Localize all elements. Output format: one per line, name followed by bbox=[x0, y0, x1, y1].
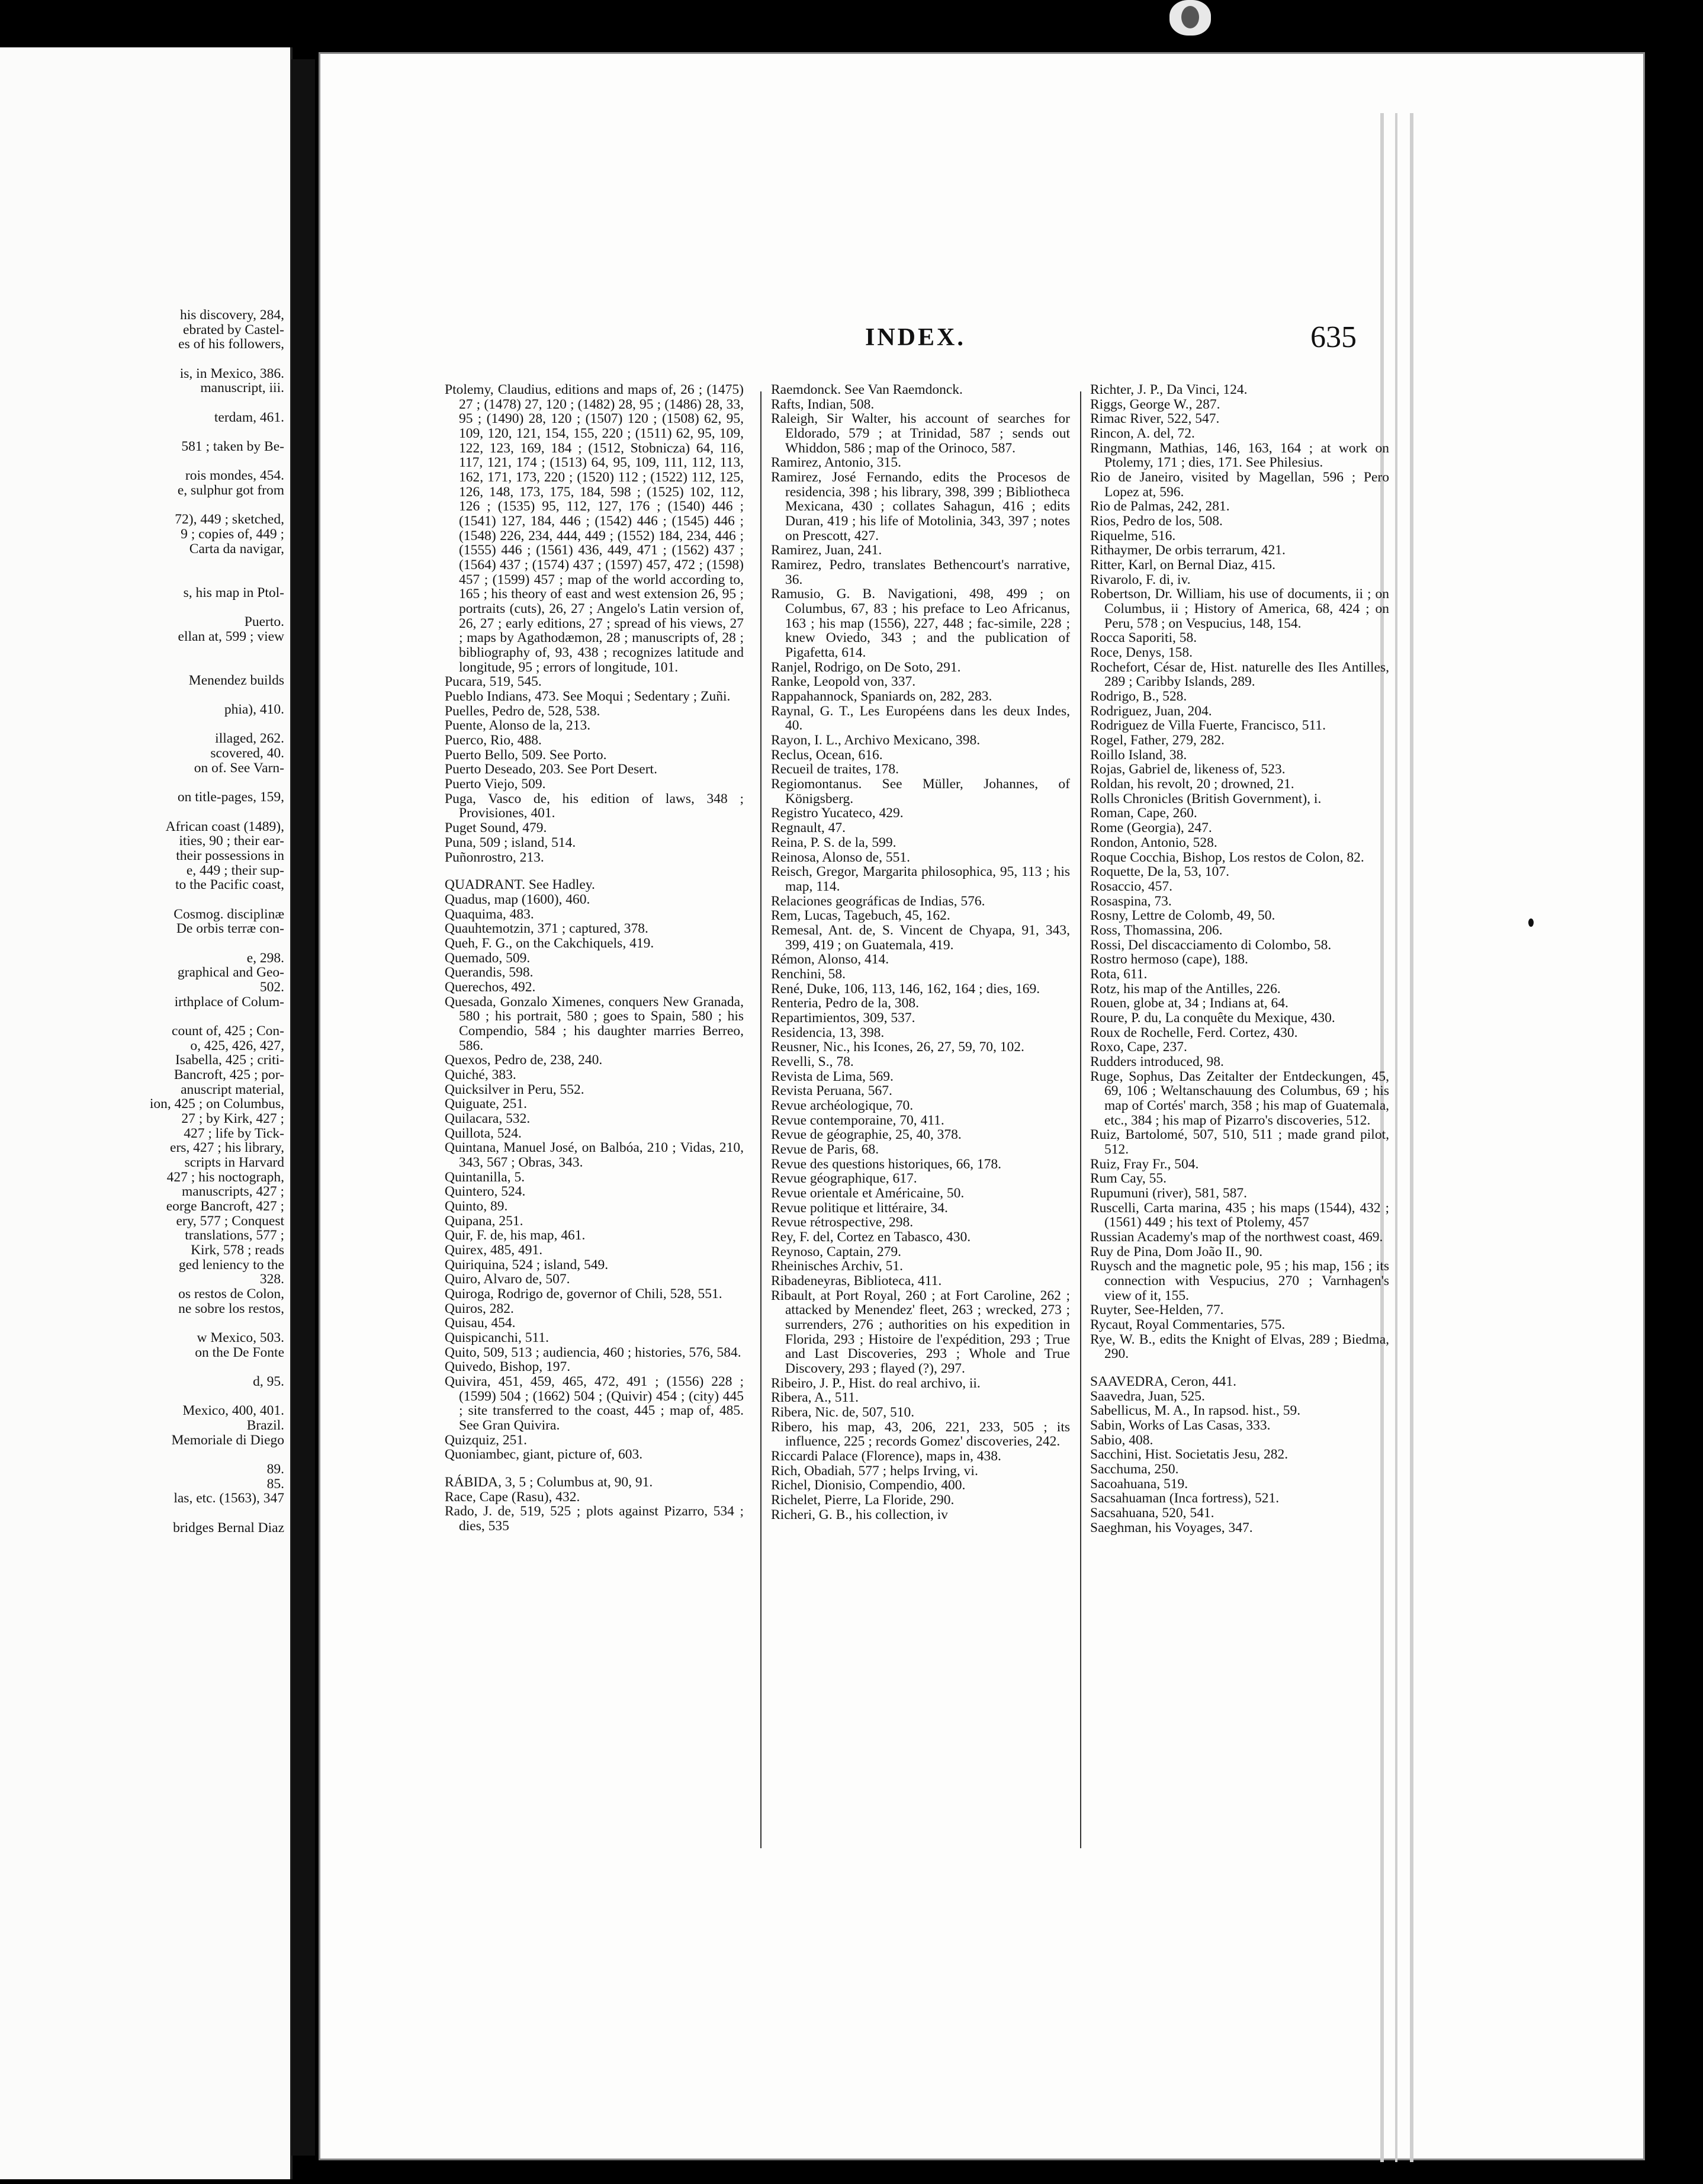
index-entry: Quicksilver in Peru, 552. bbox=[445, 1081, 584, 1097]
index-entry: Rostro hermoso (cape), 188. bbox=[1090, 952, 1248, 968]
index-entry: Revue archéologique, 70. bbox=[771, 1097, 914, 1113]
left-page-line: irthplace of Colum- bbox=[174, 994, 284, 1010]
book-gutter bbox=[291, 59, 315, 2156]
left-page-line: Carta da navigar, bbox=[189, 541, 284, 557]
index-entry: Rios, Pedro de los, 508. bbox=[1090, 513, 1223, 529]
index-entry: Revue orientale et Américaine, 50. bbox=[771, 1185, 965, 1201]
left-page-line: ellan at, 599 ; view bbox=[178, 628, 284, 644]
left-page-line: Brazil. bbox=[246, 1418, 284, 1434]
index-entry: Reisch, Gregor, Margarita philosophica, 95, 113 ; his map, 114. bbox=[771, 864, 1070, 894]
left-page-line bbox=[0, 776, 284, 791]
left-page-line: Memoriale di Diego bbox=[171, 1432, 284, 1448]
ink-blot bbox=[1528, 918, 1534, 927]
index-entry: Rogel, Father, 279, 282. bbox=[1090, 733, 1225, 749]
index-entry: Querechos, 492. bbox=[445, 979, 536, 995]
index-entry: Quadus, map (1600), 460. bbox=[445, 891, 590, 907]
left-page-line: o, 425, 426, 427, bbox=[190, 1038, 284, 1054]
index-entry: Rum Cay, 55. bbox=[1090, 1171, 1167, 1187]
index-entry: Puerco, Rio, 488. bbox=[445, 733, 542, 749]
index-entry: Remesal, Ant. de, S. Vincent de Chyapa, 91, 343, 399, 419 ; on Guatemala, 419. bbox=[771, 922, 1070, 953]
index-entry: Rio de Palmas, 242, 281. bbox=[1090, 499, 1230, 515]
index-entry: Pueblo Indians, 473. See Moqui ; Sedentary ; Zuñi. bbox=[445, 689, 731, 705]
index-entry: Sacoahuana, 519. bbox=[1090, 1476, 1188, 1492]
index-entry: Quisau, 454. bbox=[445, 1315, 516, 1331]
index-column-1 bbox=[445, 383, 744, 1534]
index-entry: Revue géographique, 617. bbox=[771, 1171, 917, 1187]
index-entry: Quaquima, 483. bbox=[445, 906, 534, 922]
index-entry: Reinosa, Alonso de, 551. bbox=[771, 849, 910, 865]
index-entry: Saavedra, Juan, 525. bbox=[1090, 1388, 1205, 1404]
left-page-line bbox=[0, 454, 284, 469]
index-entry: Richeri, G. B., his collection, iv bbox=[771, 1507, 948, 1523]
left-page-line: scripts in Harvard bbox=[184, 1154, 284, 1170]
index-entry: Rémon, Alonso, 414. bbox=[771, 952, 889, 968]
index-entry: Quiriquina, 524 ; island, 549. bbox=[445, 1257, 609, 1273]
left-page-line: graphical and Geo- bbox=[177, 965, 284, 981]
index-entry: Rosaspina, 73. bbox=[1090, 893, 1172, 909]
left-page-line: rois mondes, 454. bbox=[185, 468, 284, 484]
index-column-3 bbox=[1090, 383, 1389, 1535]
index-entry: Puñonrostro, 213. bbox=[445, 849, 544, 865]
index-entry: Quauhtemotzin, 371 ; captured, 378. bbox=[445, 921, 648, 937]
left-page-line bbox=[0, 717, 284, 732]
index-entry: Puget Sound, 479. bbox=[445, 820, 547, 836]
index-entry: Relaciones geográficas de Indias, 576. bbox=[771, 893, 985, 909]
index-entry: Richter, J. P., Da Vinci, 124. bbox=[1090, 382, 1248, 397]
index-entry: Ruscelli, Carta marina, 435 ; his maps (1544), 432 ; (1561) 449 ; his text of Ptolemy, 457 bbox=[1090, 1200, 1389, 1231]
index-entry: Pucara, 519, 545. bbox=[445, 674, 542, 690]
left-page-line bbox=[0, 644, 284, 659]
index-entry: Sacsahuaman (Inca fortress), 521. bbox=[1090, 1491, 1280, 1507]
index-entry: Queh, F. G., on the Cakchiquels, 419. bbox=[445, 935, 654, 951]
index-entry: Puga, Vasco de, his edition of laws, 348 ; Provisiones, 401. bbox=[445, 791, 744, 821]
index-entry: Ramirez, Juan, 241. bbox=[771, 542, 882, 558]
index-entry: Ruy de Pina, Dom João II., 90. bbox=[1090, 1244, 1263, 1260]
index-entry: Saeghman, his Voyages, 347. bbox=[1090, 1520, 1253, 1536]
left-page-line: anuscript material, bbox=[181, 1081, 284, 1097]
left-page-line: Bancroft, 425 ; por- bbox=[173, 1067, 284, 1083]
index-column-2 bbox=[771, 383, 1070, 1522]
index-entry: Roxo, Cape, 237. bbox=[1090, 1039, 1187, 1055]
left-page-line: bridges Bernal Diaz bbox=[173, 1520, 284, 1536]
left-page-line: scovered, 40. bbox=[210, 746, 284, 762]
index-entry: Rondon, Antonio, 528. bbox=[1090, 834, 1217, 850]
index-entry: Rodriguez, Juan, 204. bbox=[1090, 703, 1212, 719]
index-entry: Ranke, Leopold von, 337. bbox=[771, 674, 916, 690]
left-page-line bbox=[0, 1389, 284, 1404]
left-page-line bbox=[0, 600, 284, 615]
left-page-line: manuscript, iii. bbox=[200, 380, 284, 396]
index-entry: Rossi, Del discacciamento di Colombo, 58. bbox=[1090, 937, 1332, 953]
index-entry: Rem, Lucas, Tagebuch, 45, 162. bbox=[771, 908, 950, 924]
index-entry: Rich, Obadiah, 577 ; helps Irving, vi. bbox=[771, 1463, 978, 1479]
index-entry: Puelles, Pedro de, 528, 538. bbox=[445, 703, 600, 719]
index-entry: Quillota, 524. bbox=[445, 1125, 522, 1141]
left-page-line: phia), 410. bbox=[224, 702, 284, 718]
left-page-line bbox=[0, 498, 284, 513]
index-entry: Quizquiz, 251. bbox=[445, 1432, 528, 1448]
left-page-line bbox=[0, 1360, 284, 1374]
left-page-line bbox=[0, 556, 284, 571]
index-entry: Ribera, A., 511. bbox=[771, 1390, 859, 1406]
index-entry: Ritter, Karl, on Bernal Diaz, 415. bbox=[1090, 557, 1275, 573]
left-page-line: s, his map in Ptol- bbox=[183, 584, 284, 600]
left-page-line: os restos de Colon, bbox=[178, 1286, 284, 1302]
index-entry: Rithaymer, De orbis terrarum, 421. bbox=[1090, 542, 1286, 558]
index-entry: Ruiz, Fray Fr., 504. bbox=[1090, 1156, 1199, 1172]
left-page-line: w Mexico, 503. bbox=[197, 1330, 284, 1346]
index-entry: Quiroga, Rodrigo de, governor of Chili, 528, 551. bbox=[445, 1286, 722, 1302]
index-entry: Ramusio, G. B. Navigationi, 498, 499 ; on Columbus, 67, 83 ; his preface to Leo Africanus, 163 ; his map (1556), 227, 448 ; fac-simile, 228 ; knew Oviedo, 343 ; and the publication of Pigafetta, 614. bbox=[771, 586, 1070, 661]
index-entry: Quiché, 383. bbox=[445, 1067, 516, 1083]
index-entry: Rivarolo, F. di, iv. bbox=[1090, 571, 1191, 587]
index-entry: Residencia, 13, 398. bbox=[771, 1024, 885, 1040]
left-page-line: Mexico, 400, 401. bbox=[182, 1403, 284, 1419]
index-entry: Rochefort, César de, Hist. naturelle des Iles Antilles, 289 ; Caribby Islands, 289. bbox=[1090, 659, 1389, 690]
index-entry: Rheinisches Archiv, 51. bbox=[771, 1258, 903, 1274]
left-page-line: ery, 577 ; Conquest bbox=[176, 1213, 284, 1229]
left-page-line: 581 ; taken by Be- bbox=[181, 439, 284, 455]
index-entry: Rotz, his map of the Antilles, 226. bbox=[1090, 981, 1281, 997]
left-page-line: African coast (1489), bbox=[165, 818, 284, 834]
index-entry: Ross, Thomassina, 206. bbox=[1090, 922, 1223, 938]
index-entry: Roce, Denys, 158. bbox=[1090, 645, 1193, 661]
column-rule bbox=[1080, 391, 1081, 1848]
left-page-line: manuscripts, 427 ; bbox=[182, 1184, 284, 1200]
index-entry: Quiros, 282. bbox=[445, 1300, 514, 1316]
left-page-line: on of. See Varn- bbox=[194, 760, 284, 776]
index-entry: Ranjel, Rodrigo, on De Soto, 291. bbox=[771, 659, 961, 675]
index-entry: Rafts, Indian, 508. bbox=[771, 396, 875, 412]
page-number: 635 bbox=[1310, 320, 1357, 354]
index-entry: Rado, J. de, 519, 525 ; plots against Pizarro, 534 ; dies, 535 bbox=[445, 1504, 744, 1534]
index-entry: Rimac River, 522, 547. bbox=[1090, 411, 1220, 427]
index-entry: Rojas, Gabriel de, likeness of, 523. bbox=[1090, 762, 1286, 778]
index-entry: Sabio, 408. bbox=[1090, 1432, 1153, 1448]
index-entry: Raemdonck. See Van Raemdonck. bbox=[771, 382, 963, 397]
left-page-line: Cosmog. disciplinæ bbox=[173, 906, 284, 922]
index-entry: Quirex, 485, 491. bbox=[445, 1242, 543, 1258]
left-page-line: to the Pacific coast, bbox=[175, 877, 284, 893]
index-entry: Quemado, 509. bbox=[445, 950, 531, 966]
index-entry: Ringmann, Mathias, 146, 163, 164 ; at work on Ptolemy, 171 ; dies, 171. See Philesius. bbox=[1090, 440, 1389, 471]
index-entry: Russian Academy's map of the northwest coast, 469. bbox=[1090, 1229, 1383, 1245]
index-entry: Rio de Janeiro, visited by Magellan, 596 ; Pero Lopez at, 596. bbox=[1090, 470, 1389, 500]
index-entry: Rycaut, Royal Commentaries, 575. bbox=[1090, 1317, 1286, 1332]
index-entry: Sabellicus, M. A., In rapsod. hist., 59. bbox=[1090, 1403, 1301, 1419]
index-entry: Revue politique et littéraire, 34. bbox=[771, 1200, 948, 1216]
index-entry: Reina, P. S. de la, 599. bbox=[771, 834, 897, 850]
index-entry: RÁBIDA, 3, 5 ; Columbus at, 90, 91. bbox=[445, 1475, 653, 1491]
left-page-line: ities, 90 ; their ear- bbox=[179, 833, 284, 849]
index-entry: Ribero, his map, 43, 206, 221, 233, 505 ; its influence, 225 ; records Gomez' discoveries, 242. bbox=[771, 1419, 1070, 1450]
left-page-line: e, 298. bbox=[246, 950, 284, 966]
left-page-line bbox=[0, 659, 284, 673]
index-entry: Riccardi Palace (Florence), maps in, 438. bbox=[771, 1448, 1001, 1464]
left-page-line: terdam, 461. bbox=[214, 409, 284, 425]
left-page-line: illaged, 262. bbox=[215, 731, 284, 747]
index-page bbox=[319, 52, 1645, 2160]
index-entry: René, Duke, 106, 113, 146, 162, 164 ; dies, 169. bbox=[771, 981, 1040, 997]
index-entry: Reynoso, Captain, 279. bbox=[771, 1244, 901, 1260]
index-entry: Sacchini, Hist. Societatis Jesu, 282. bbox=[1090, 1447, 1289, 1463]
left-page-line: translations, 577 ; bbox=[185, 1228, 284, 1244]
index-entry: Quilacara, 532. bbox=[445, 1110, 531, 1126]
left-page-line: 328. bbox=[259, 1271, 284, 1287]
index-entry: Puerto Deseado, 203. See Port Desert. bbox=[445, 762, 657, 778]
index-entry: Rocca Saporiti, 58. bbox=[1090, 630, 1197, 646]
index-entry: Quesada, Gonzalo Ximenes, conquers New Granada, 580 ; his portrait, 580 ; goes to Spain, 580 ; his Compendio, 584 ; his daughter marries Berreo, 586. bbox=[445, 994, 744, 1054]
index-entry: Rodrigo, B., 528. bbox=[1090, 689, 1187, 705]
index-entry: Rodriguez de Villa Fuerte, Francisco, 511. bbox=[1090, 718, 1326, 734]
index-entry: Registro Yucateco, 429. bbox=[771, 805, 904, 821]
index-entry: Reusner, Nic., his Icones, 26, 27, 59, 70, 102. bbox=[771, 1039, 1024, 1055]
index-entry: QUADRANT. See Hadley. bbox=[445, 877, 595, 893]
left-page-line: on title-pages, 159, bbox=[177, 789, 284, 805]
left-page-line: Isabella, 425 ; criti- bbox=[175, 1052, 284, 1068]
index-entry: Renteria, Pedro de la, 308. bbox=[771, 995, 919, 1011]
left-page-line bbox=[0, 1316, 284, 1331]
left-page-line: d, 95. bbox=[253, 1374, 284, 1390]
index-entry: Puerto Bello, 509. See Porto. bbox=[445, 747, 607, 763]
index-entry: Sacsahuana, 520, 541. bbox=[1090, 1505, 1214, 1521]
left-page-line: Puerto. bbox=[244, 614, 284, 630]
index-entry: Rappahannock, Spaniards on, 282, 283. bbox=[771, 689, 992, 705]
left-page-line bbox=[0, 571, 284, 586]
index-entry: Quiro, Alvaro de, 507. bbox=[445, 1271, 570, 1287]
index-entry: Ribeiro, J. P., Hist. do real archivo, ii. bbox=[771, 1375, 981, 1391]
left-page-line: his discovery, 284, bbox=[179, 307, 284, 323]
index-entry: Repartimientos, 309, 537. bbox=[771, 1010, 915, 1026]
left-page-line: count of, 425 ; Con- bbox=[172, 1023, 284, 1039]
index-entry: Rouen, globe at, 34 ; Indians at, 64. bbox=[1090, 995, 1289, 1011]
index-entry: Ruge, Sophus, Das Zeitalter der Entdeckungen, 45, 69, 106 ; Weltanschauung des Columbus, 69 ; his map of Cortés' march, 358 ; his map of Guatemala, etc., 384 ; his map of Pizarro's discoveries, 512. bbox=[1090, 1068, 1389, 1128]
index-entry: Revista de Lima, 569. bbox=[771, 1068, 894, 1084]
index-entry: Raynal, G. T., Les Européens dans les deux Indes, 40. bbox=[771, 703, 1070, 734]
index-entry: Regnault, 47. bbox=[771, 820, 846, 836]
index-entry: Revue rétrospective, 298. bbox=[771, 1215, 914, 1231]
index-entry: Renchini, 58. bbox=[771, 966, 846, 982]
index-entry: Riquelme, 516. bbox=[1090, 528, 1176, 544]
index-entry: Revue de Paris, 68. bbox=[771, 1141, 879, 1157]
index-entry: Rupumuni (river), 581, 587. bbox=[1090, 1185, 1247, 1201]
left-page-line: their possessions in bbox=[176, 847, 284, 863]
left-page-line bbox=[0, 352, 284, 367]
index-entry: Rye, W. B., edits the Knight of Elvas, 289 ; Biedma, 290. bbox=[1090, 1331, 1389, 1362]
index-entry: Revue des questions historiques, 66, 178. bbox=[771, 1156, 1002, 1172]
index-entry: Revue contemporaine, 70, 411. bbox=[771, 1112, 944, 1128]
left-page-line: ion, 425 ; on Columbus, bbox=[149, 1096, 284, 1112]
left-page-line: es of his followers, bbox=[178, 336, 284, 352]
index-entry: Quivedo, Bishop, 197. bbox=[445, 1359, 571, 1375]
index-entry: Raleigh, Sir Walter, his account of searches for Eldorado, 579 ; at Trinidad, 587 ; sends out Whiddon, 586 ; map of the Orinoco, 587. bbox=[771, 411, 1070, 456]
index-entry: Quintanilla, 5. bbox=[445, 1169, 525, 1185]
index-entry: Ramirez, Pedro, translates Bethencourt's narrative, 36. bbox=[771, 557, 1070, 587]
index-entry: Richel, Dionisio, Compendio, 400. bbox=[771, 1478, 966, 1494]
index-entry: Quintana, Manuel José, on Balbóa, 210 ; Vidas, 210, 343, 567 ; Obras, 343. bbox=[445, 1140, 744, 1170]
left-page-line: las, etc. (1563), 347 bbox=[173, 1491, 284, 1507]
index-entry: Ribera, Nic. de, 507, 510. bbox=[771, 1405, 915, 1421]
left-page-line: 85. bbox=[266, 1476, 284, 1492]
index-entry: Rudders introduced, 98. bbox=[1090, 1054, 1224, 1069]
index-entry: Roillo Island, 38. bbox=[1090, 747, 1187, 763]
index-entry: Puerto Viejo, 509. bbox=[445, 776, 546, 792]
index-entry: Ribault, at Port Royal, 260 ; at Fort Caroline, 262 ; attacked by Menendez' fleet, 263 ; wrecked, 273 ; surrenders, 276 ; authorities on his expedition in Florida, 293 ; Histoire de l'expédition, 293 ; True and Last Discoveries, 293 ; Whole and True Discovery, 293 ; flayed (?), 297. bbox=[771, 1287, 1070, 1377]
left-page-line bbox=[0, 396, 284, 410]
index-entry: Quiguate, 251. bbox=[445, 1096, 528, 1112]
left-page-line bbox=[0, 688, 284, 702]
index-entry: Ramirez, Antonio, 315. bbox=[771, 455, 901, 471]
left-page-line: 27 ; by Kirk, 427 ; bbox=[181, 1110, 284, 1126]
index-entry: Rota, 611. bbox=[1090, 966, 1148, 982]
left-page-line: ebrated by Castel- bbox=[183, 322, 284, 338]
index-entry: Richelet, Pierre, La Floride, 290. bbox=[771, 1492, 955, 1508]
left-page-line bbox=[0, 1506, 284, 1521]
left-page-line: is, in Mexico, 386. bbox=[179, 365, 284, 381]
page-edge-stripe bbox=[1410, 113, 1413, 2162]
index-entry: Roque Cocchia, Bishop, Los restos de Colon, 82. bbox=[1090, 849, 1364, 865]
index-entry: Ruysch and the magnetic pole, 95 ; his map, 156 ; its connection with Vespucius, 270 ; Varnhagen's view of it, 155. bbox=[1090, 1258, 1389, 1303]
index-entry: Regiomontanus. See Müller, Johannes, of Königsberg. bbox=[771, 776, 1070, 807]
index-entry: Rincon, A. del, 72. bbox=[1090, 426, 1195, 442]
library-seal bbox=[1169, 0, 1211, 36]
left-page-line: eorge Bancroft, 427 ; bbox=[166, 1198, 284, 1214]
index-entry: Rey, F. del, Cortez en Tabasco, 430. bbox=[771, 1229, 971, 1245]
index-entry: Recueil de traites, 178. bbox=[771, 762, 899, 778]
left-page-line: De orbis terræ con- bbox=[176, 921, 284, 937]
left-page-line: 427 ; his noctograph, bbox=[166, 1169, 284, 1185]
index-entry: Quexos, Pedro de, 238, 240. bbox=[445, 1052, 603, 1068]
index-entry: Revelli, S., 78. bbox=[771, 1054, 854, 1069]
left-page-line: ne sobre los restos, bbox=[178, 1300, 284, 1316]
left-page-line: on the De Fonte bbox=[195, 1344, 284, 1360]
index-entry: Ramirez, José Fernando, edits the Procesos de residencia, 398 ; his library, 398, 399 ; Bibliotheca Mexicana, 430 ; collates Sahagun, 416 ; edits Duran, 419 ; his life of Motolinia, 343, 397 ; notes on Prescott, 427. bbox=[771, 470, 1070, 544]
left-page-line: Menendez builds bbox=[188, 672, 284, 688]
index-entry: Rayon, I. L., Archivo Mexicano, 398. bbox=[771, 733, 981, 749]
index-entry: Roux de Rochelle, Ferd. Cortez, 430. bbox=[1090, 1024, 1298, 1040]
index-entry: Quispicanchi, 511. bbox=[445, 1330, 549, 1345]
left-page-line bbox=[0, 936, 284, 951]
index-entry: Quintero, 524. bbox=[445, 1184, 526, 1200]
page-edge-stripe bbox=[1395, 113, 1397, 2162]
left-page-line bbox=[0, 425, 284, 439]
index-entry: Ribadeneyras, Biblioteca, 411. bbox=[771, 1273, 942, 1289]
index-entry: Race, Cape (Rasu), 432. bbox=[445, 1489, 580, 1505]
left-page-line: ged leniency to the bbox=[178, 1257, 284, 1273]
index-entry: Quito, 509, 513 ; audiencia, 460 ; histories, 576, 584. bbox=[445, 1344, 741, 1360]
left-page-line: e, sulphur got from bbox=[177, 483, 284, 499]
left-page bbox=[0, 47, 293, 2179]
index-entry: Quoniambec, giant, picture of, 603. bbox=[445, 1447, 643, 1463]
left-page-line: 72), 449 ; sketched, bbox=[175, 512, 284, 528]
index-entry: Ptolemy, Claudius, editions and maps of, 26 ; (1475) 27 ; (1478) 27, 120 ; (1482) 28, 95 ; (1486) 28, 33, 95 ; (1490) 28, 120 ; (1507) 120 ; (1508) 62, 95, 109, 120, 121, 154, 155, 220 ; (1511) 62, 95, 109, 122, 123, 169, 184 ; (1512, Stobnicza) 64, 116, 117, 121, 174 ; (1513) 64, 95, 109, 111, 112, 113, 162, 171, 173, 220 ; (1520) 112 ; (1522) 112, 125, 126, 148, 173, 175, 184, 598 ; (1525) 102, 112, 126 ; (1535) 95, 112, 127, 176 ; (1540) 446 ; (1541) 127, 184, 446 ; (1542) 446 ; (1545) 446 ; (1548) 226, 234, 444, 449 ; (1552) 184, 234, 446 ; (1555) 446 ; (1561) 436, 449, 471 ; (1562) 437 ; (1564) 437 ; (1574) 437 ; (1597) 457, 472 ; (1598) 457 ; (1599) 457 ; map of the world according to, 165 ; his theory of east and west extension 26, 95 ; portraits (cuts), 26, 27 ; Angelo's Latin version of, 26, 27 ; early editions, 27 ; spread of his views, 27 ; maps by Agathodæmon, 28 ; manuscripts of, 28 ; bibliography of, 93, 438 ; recognizes latitude and longitude, 95 ; errors of longitude, 101. bbox=[445, 382, 744, 675]
left-page-line: ers, 427 ; his library, bbox=[170, 1140, 284, 1156]
index-entry: Roquette, De la, 53, 107. bbox=[1090, 864, 1229, 880]
left-page-line bbox=[0, 892, 284, 907]
index-entry: Quivira, 451, 459, 465, 472, 491 ; (1556) 228 ; (1599) 504 ; (1662) 504 ; (Quivir) 454 ; (city) 445 ; site transferred to the coast, 445 ; map of, 485. See Gran Quivira. bbox=[445, 1374, 744, 1434]
index-entry: Riggs, George W., 287. bbox=[1090, 396, 1220, 412]
page-header bbox=[320, 311, 1643, 359]
index-entry: Sacchuma, 250. bbox=[1090, 1462, 1179, 1478]
left-page-text bbox=[0, 308, 284, 1535]
index-entry: Querandis, 598. bbox=[445, 965, 534, 981]
left-page-line: 502. bbox=[259, 979, 284, 995]
index-entry: Quinto, 89. bbox=[445, 1198, 508, 1214]
index-entry: Ruyter, See-Helden, 77. bbox=[1090, 1302, 1224, 1318]
page-title: INDEX. bbox=[865, 324, 966, 351]
index-entry: Reclus, Ocean, 616. bbox=[771, 747, 883, 763]
index-entry: Roman, Cape, 260. bbox=[1090, 805, 1197, 821]
left-page-line: 9 ; copies of, 449 ; bbox=[181, 526, 284, 542]
column-rule bbox=[760, 391, 761, 1848]
index-entry: Rolls Chronicles (British Government), i. bbox=[1090, 791, 1322, 807]
index-entry: Sabin, Works of Las Casas, 333. bbox=[1090, 1418, 1271, 1434]
left-page-line: 427 ; life by Tick- bbox=[184, 1125, 284, 1141]
index-entry: SAAVEDRA, Ceron, 441. bbox=[1090, 1374, 1236, 1390]
index-entry: Roure, P. du, La conquête du Mexique, 430. bbox=[1090, 1010, 1335, 1026]
index-entry: Revue de géographie, 25, 40, 378. bbox=[771, 1127, 962, 1143]
index-entry: Roldan, his revolt, 20 ; drowned, 21. bbox=[1090, 776, 1294, 792]
left-page-line: e, 449 ; their sup- bbox=[186, 862, 284, 878]
index-entry: Rosny, Lettre de Colomb, 49, 50. bbox=[1090, 908, 1275, 924]
left-page-line: Kirk, 578 ; reads bbox=[191, 1242, 284, 1258]
index-entry: Rome (Georgia), 247. bbox=[1090, 820, 1212, 836]
index-entry: Puna, 509 ; island, 514. bbox=[445, 834, 576, 850]
left-page-line bbox=[0, 1009, 284, 1024]
left-page-line: 89. bbox=[266, 1462, 284, 1478]
index-entry: Quir, F. de, his map, 461. bbox=[445, 1228, 586, 1244]
index-entry: Puente, Alonso de la, 213. bbox=[445, 718, 591, 734]
index-entry: Robertson, Dr. William, his use of documents, ii ; on Columbus, ii ; History of America, 68, 424 ; on Peru, 578 ; on Vespucius, 148, 154. bbox=[1090, 586, 1389, 631]
index-entry: Ruiz, Bartolomé, 507, 510, 511 ; made grand pilot, 512. bbox=[1090, 1127, 1389, 1157]
left-page-line bbox=[0, 1447, 284, 1462]
index-entry: Quipana, 251. bbox=[445, 1213, 523, 1229]
index-entry: Rosaccio, 457. bbox=[1090, 878, 1173, 894]
index-entry: Revista Peruana, 567. bbox=[771, 1083, 892, 1099]
left-page-line bbox=[0, 805, 284, 820]
